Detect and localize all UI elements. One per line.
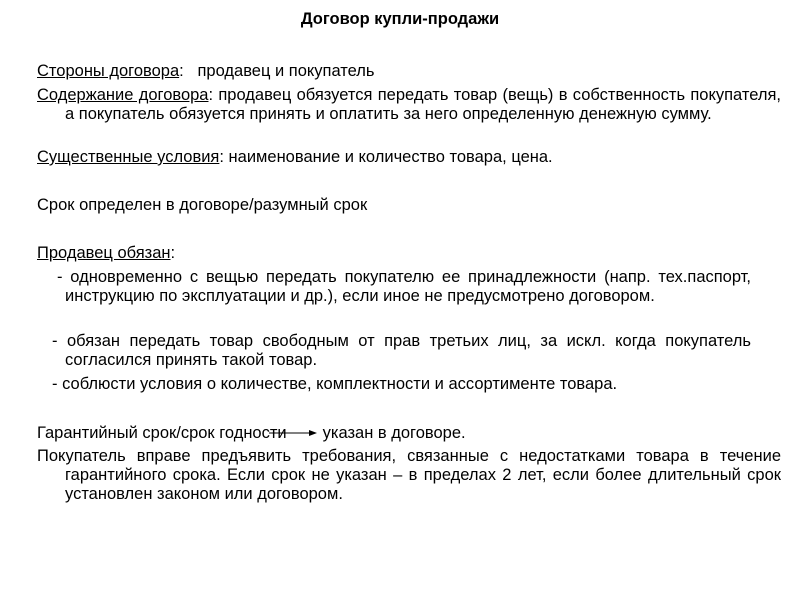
warranty-right: указан в договоре. [322,424,466,442]
seller-item-2: - обязан передать товар свободным от прав третьих лиц, за искл. когда покупатель согласился принять такой товар. [52,332,751,369]
parties-label: Стороны договора [37,62,180,80]
essential-label: Существенные условия [37,148,220,166]
essential-text: : наименование и количество товара, цена. [219,148,553,166]
content-paragraph [37,86,781,124]
seller-item-1: - одновременно с вещью передать покупателю ее принадлежности (напр. тех.паспорт, инструкцию по эксплуатации и др.), если иное не предусмотрено договором. [57,268,751,305]
document-title: Договор купли-продажи [300,10,500,28]
term-paragraph: Срок определен в договоре/разумный срок [37,196,368,214]
warranty-left: Гарантийный срок/срок годности [37,424,287,442]
seller-item-3: - соблюсти условия о количестве, комплектности и ассортименте товара. [52,375,618,393]
seller-colon: : [170,244,176,262]
seller-label: Продавец обязан [37,244,171,262]
seller-heading [37,244,781,263]
buyer-paragraph: Покупатель вправе предъявить требования, связанные с недостатками товара в течение гарантийного срока. Если срок не указан – в пределах 2 лет, если более длительный срок установлен законом или договором. [37,447,781,503]
warranty-paragraph [37,424,781,443]
parties-text: : продавец и покупатель [179,62,375,80]
parties-paragraph [37,62,781,81]
content-text: : продавец обязуется передать товар (вещь) в собственность покупателя, а покупатель обязуется принять и оплатить за него определенную денежную сумму. [65,86,781,123]
essential-paragraph [37,148,781,167]
content-label: Содержание договора [37,86,209,104]
arrow-right-icon [297,424,317,443]
